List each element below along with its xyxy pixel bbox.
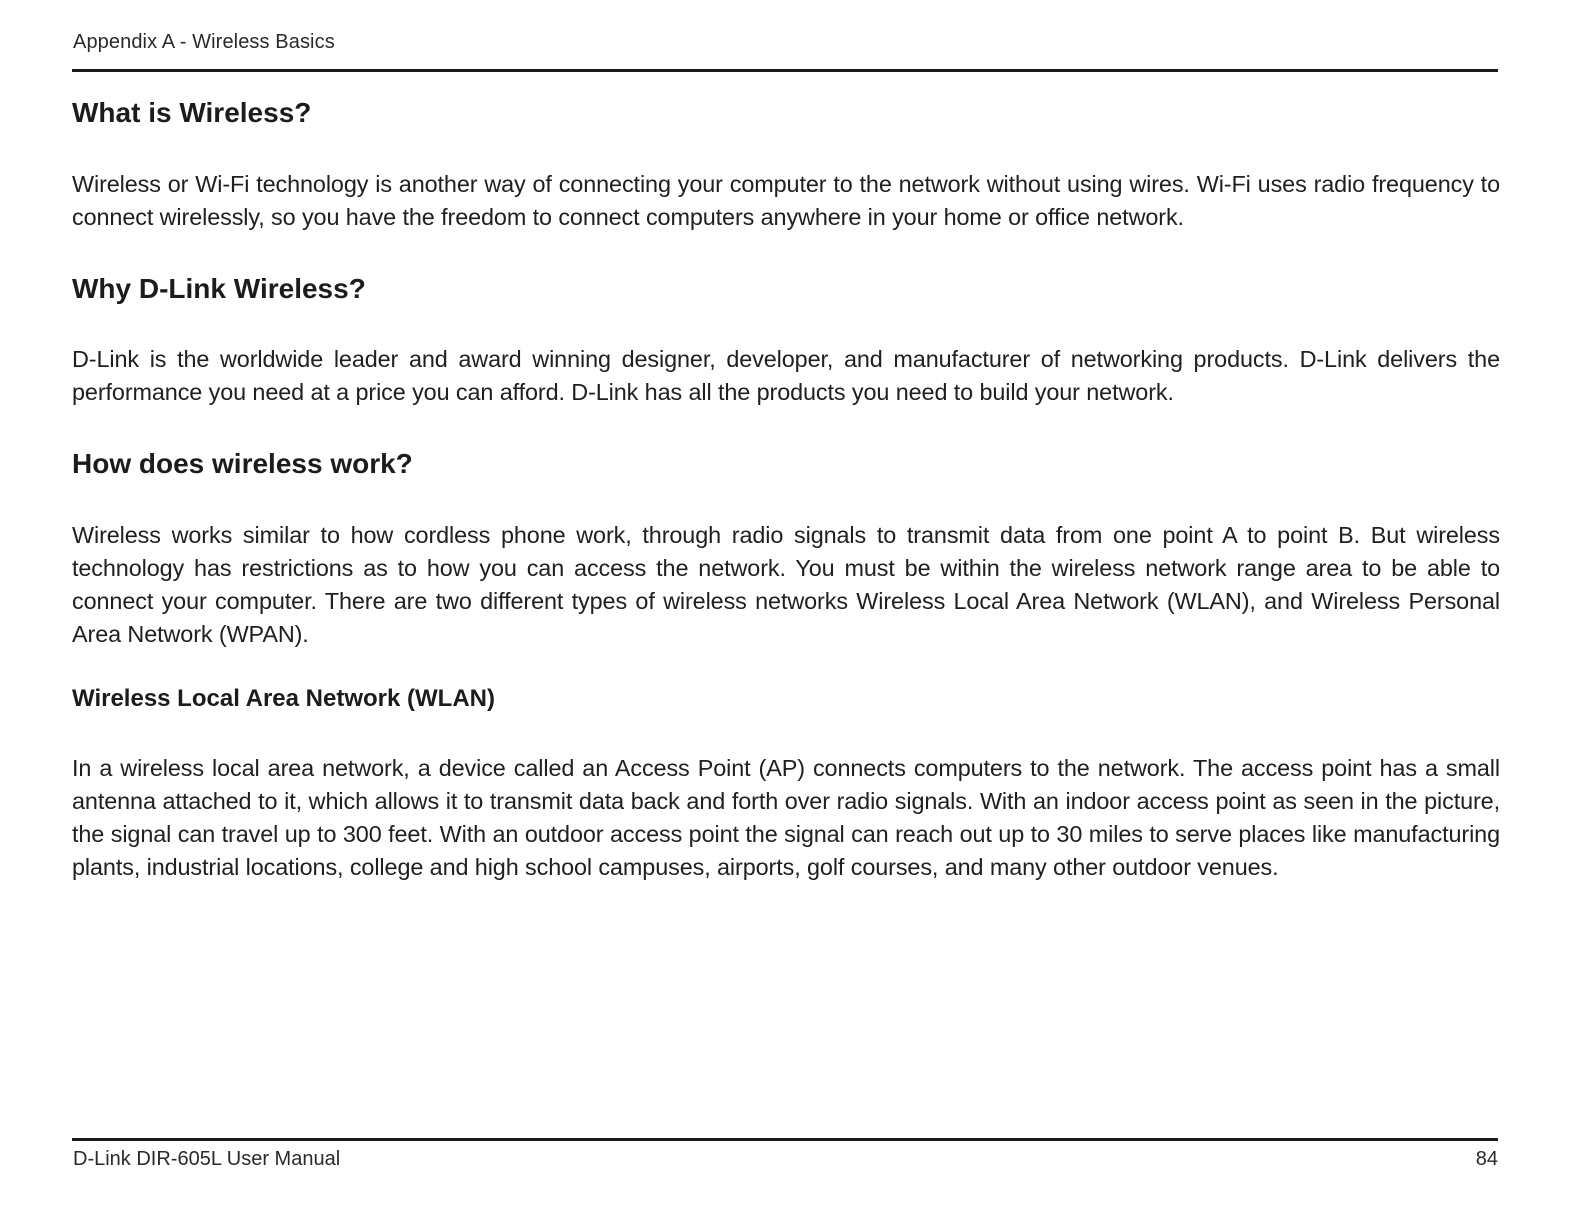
section-title-what-is-wireless: What is Wireless?	[72, 97, 312, 128]
paragraph-what-is-wireless: Wireless or Wi-Fi technology is another way of connecting your computer to the network without using wires. Wi-Fi uses radio frequency to connect wirelessly, so you have the freedom to connect computers anywhere in your home or office network.	[72, 170, 1500, 230]
paragraph-why-dlink-wireless: D-Link is the worldwide leader and award winning designer, developer, and manufacturer of networking products. D-Link delivers the performance you need at a price you can afford. D-Link has all the products you need to build your network.	[72, 346, 1500, 406]
section-title-how-does-wireless-work: How does wireless work?	[72, 448, 413, 480]
footer-page-number: 84	[1475, 1148, 1498, 1170]
footer-manual-title: D-Link DIR-605L User Manual	[73, 1148, 341, 1170]
footer-divider	[72, 1138, 1498, 1141]
paragraph-wlan: In a wireless local area network, a device called an Access Point (AP) connects computers to the network. The access point has a small antenna attached to it, which allows it to transmit data back and forth over radio signals. With an indoor access point as seen in the picture, the signal can travel up to 300 feet. With an outdoor access point the signal can reach out up to 30 miles to serve places like manufacturing plants, industrial locations, college and high school campuses, airports, golf courses, and many other outdoor venues.	[72, 754, 1500, 880]
section-title-why-dlink-wireless: Why D-Link Wireless?	[72, 272, 366, 304]
page-content	[72, 88, 1500, 884]
running-header: Appendix A - Wireless Basics	[73, 31, 335, 53]
paragraph-how-does-wireless-work: Wireless works similar to how cordless phone work, through radio signals to transmit data from one point A to point B. But wireless technology has restrictions as to how you can access the network. You must be within the wireless network range area to be able to connect your computer. There are two different types of wireless networks Wireless Local Area Network (WLAN), and Wireless Personal Area Network (WPAN).	[72, 521, 1500, 647]
subsection-title-wlan: Wireless Local Area Network (WLAN)	[72, 684, 495, 712]
header-divider	[72, 69, 1498, 72]
